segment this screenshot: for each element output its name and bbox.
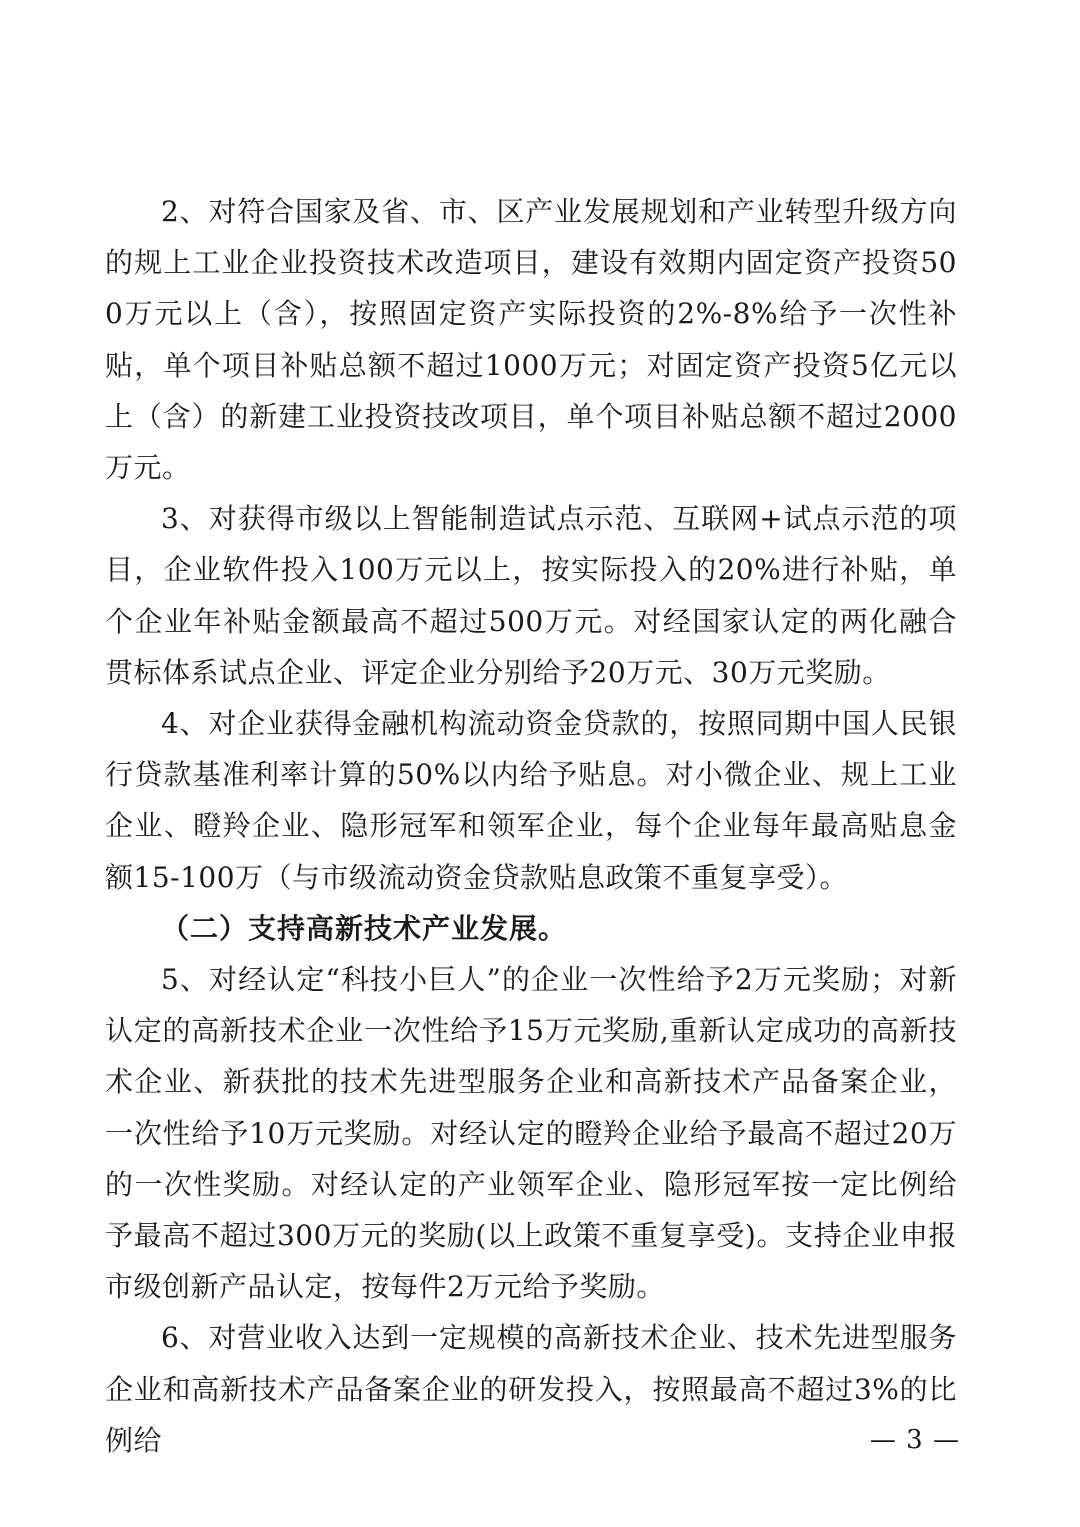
paragraph-item-4: 4、对企业获得金融机构流动资金贷款的，按照同期中国人民银行贷款基准利率计算的50%以内给予贴息。对小微企业、规上工业企业、瞪羚企业、隐形冠军和领军企业，每个企业每年最高贴息金额15-100万（与市级流动资金贷款贴息政策不重复享受）。	[105, 707, 957, 894]
paragraph-item-5: 5、对经认定“科技小巨人”的企业一次性给予2万元奖励；对新认定的高新技术企业一次性给予15万元奖励,重新认定成功的高新技术企业、新获批的技术先进型服务企业和高新技术产品备案企业，一次性给予10万元奖励。对经认定的瞪羚企业给予最高不超过20万的一次性奖励。对经认定的产业领军企业、隐形冠军按一定比例给予最高不超过300万元的奖励(以上政策不重复享受)。支持企业申报市级创新产品认定，按每件2万元给予奖励。	[105, 963, 957, 1304]
paragraph-item-6: 6、对营业收入达到一定规模的高新技术企业、技术先进型服务企业和高新技术产品备案企业的研发投入，按照最高不超过3%的比例给	[105, 1321, 957, 1457]
paragraph-item-2: 2、对符合国家及省、市、区产业发展规划和产业转型升级方向的规上工业企业投资技术改造项目，建设有效期内固定资产投资500万元以上（含），按照固定资产实际投资的2%-8%给予一次性补贴，单个项目补贴总额不超过1000万元；对固定资产投资5亿元以上（含）的新建工业投资技改项目，单个项目补贴总额不超过2000万元。	[105, 195, 957, 485]
section-heading: （二）支持高新技术产业发展。	[161, 911, 568, 945]
document-body	[105, 186, 957, 1466]
paragraph-item-3: 3、对获得市级以上智能制造试点示范、互联网+试点示范的项目，企业软件投入100万元以上，按实际投入的20%进行补贴，单个企业年补贴金额最高不超过500万元。对经国家认定的两化融合贯标体系试点企业、评定企业分别给予20万元、30万元奖励。	[105, 502, 957, 689]
page-number: — 3 —	[869, 1425, 960, 1455]
